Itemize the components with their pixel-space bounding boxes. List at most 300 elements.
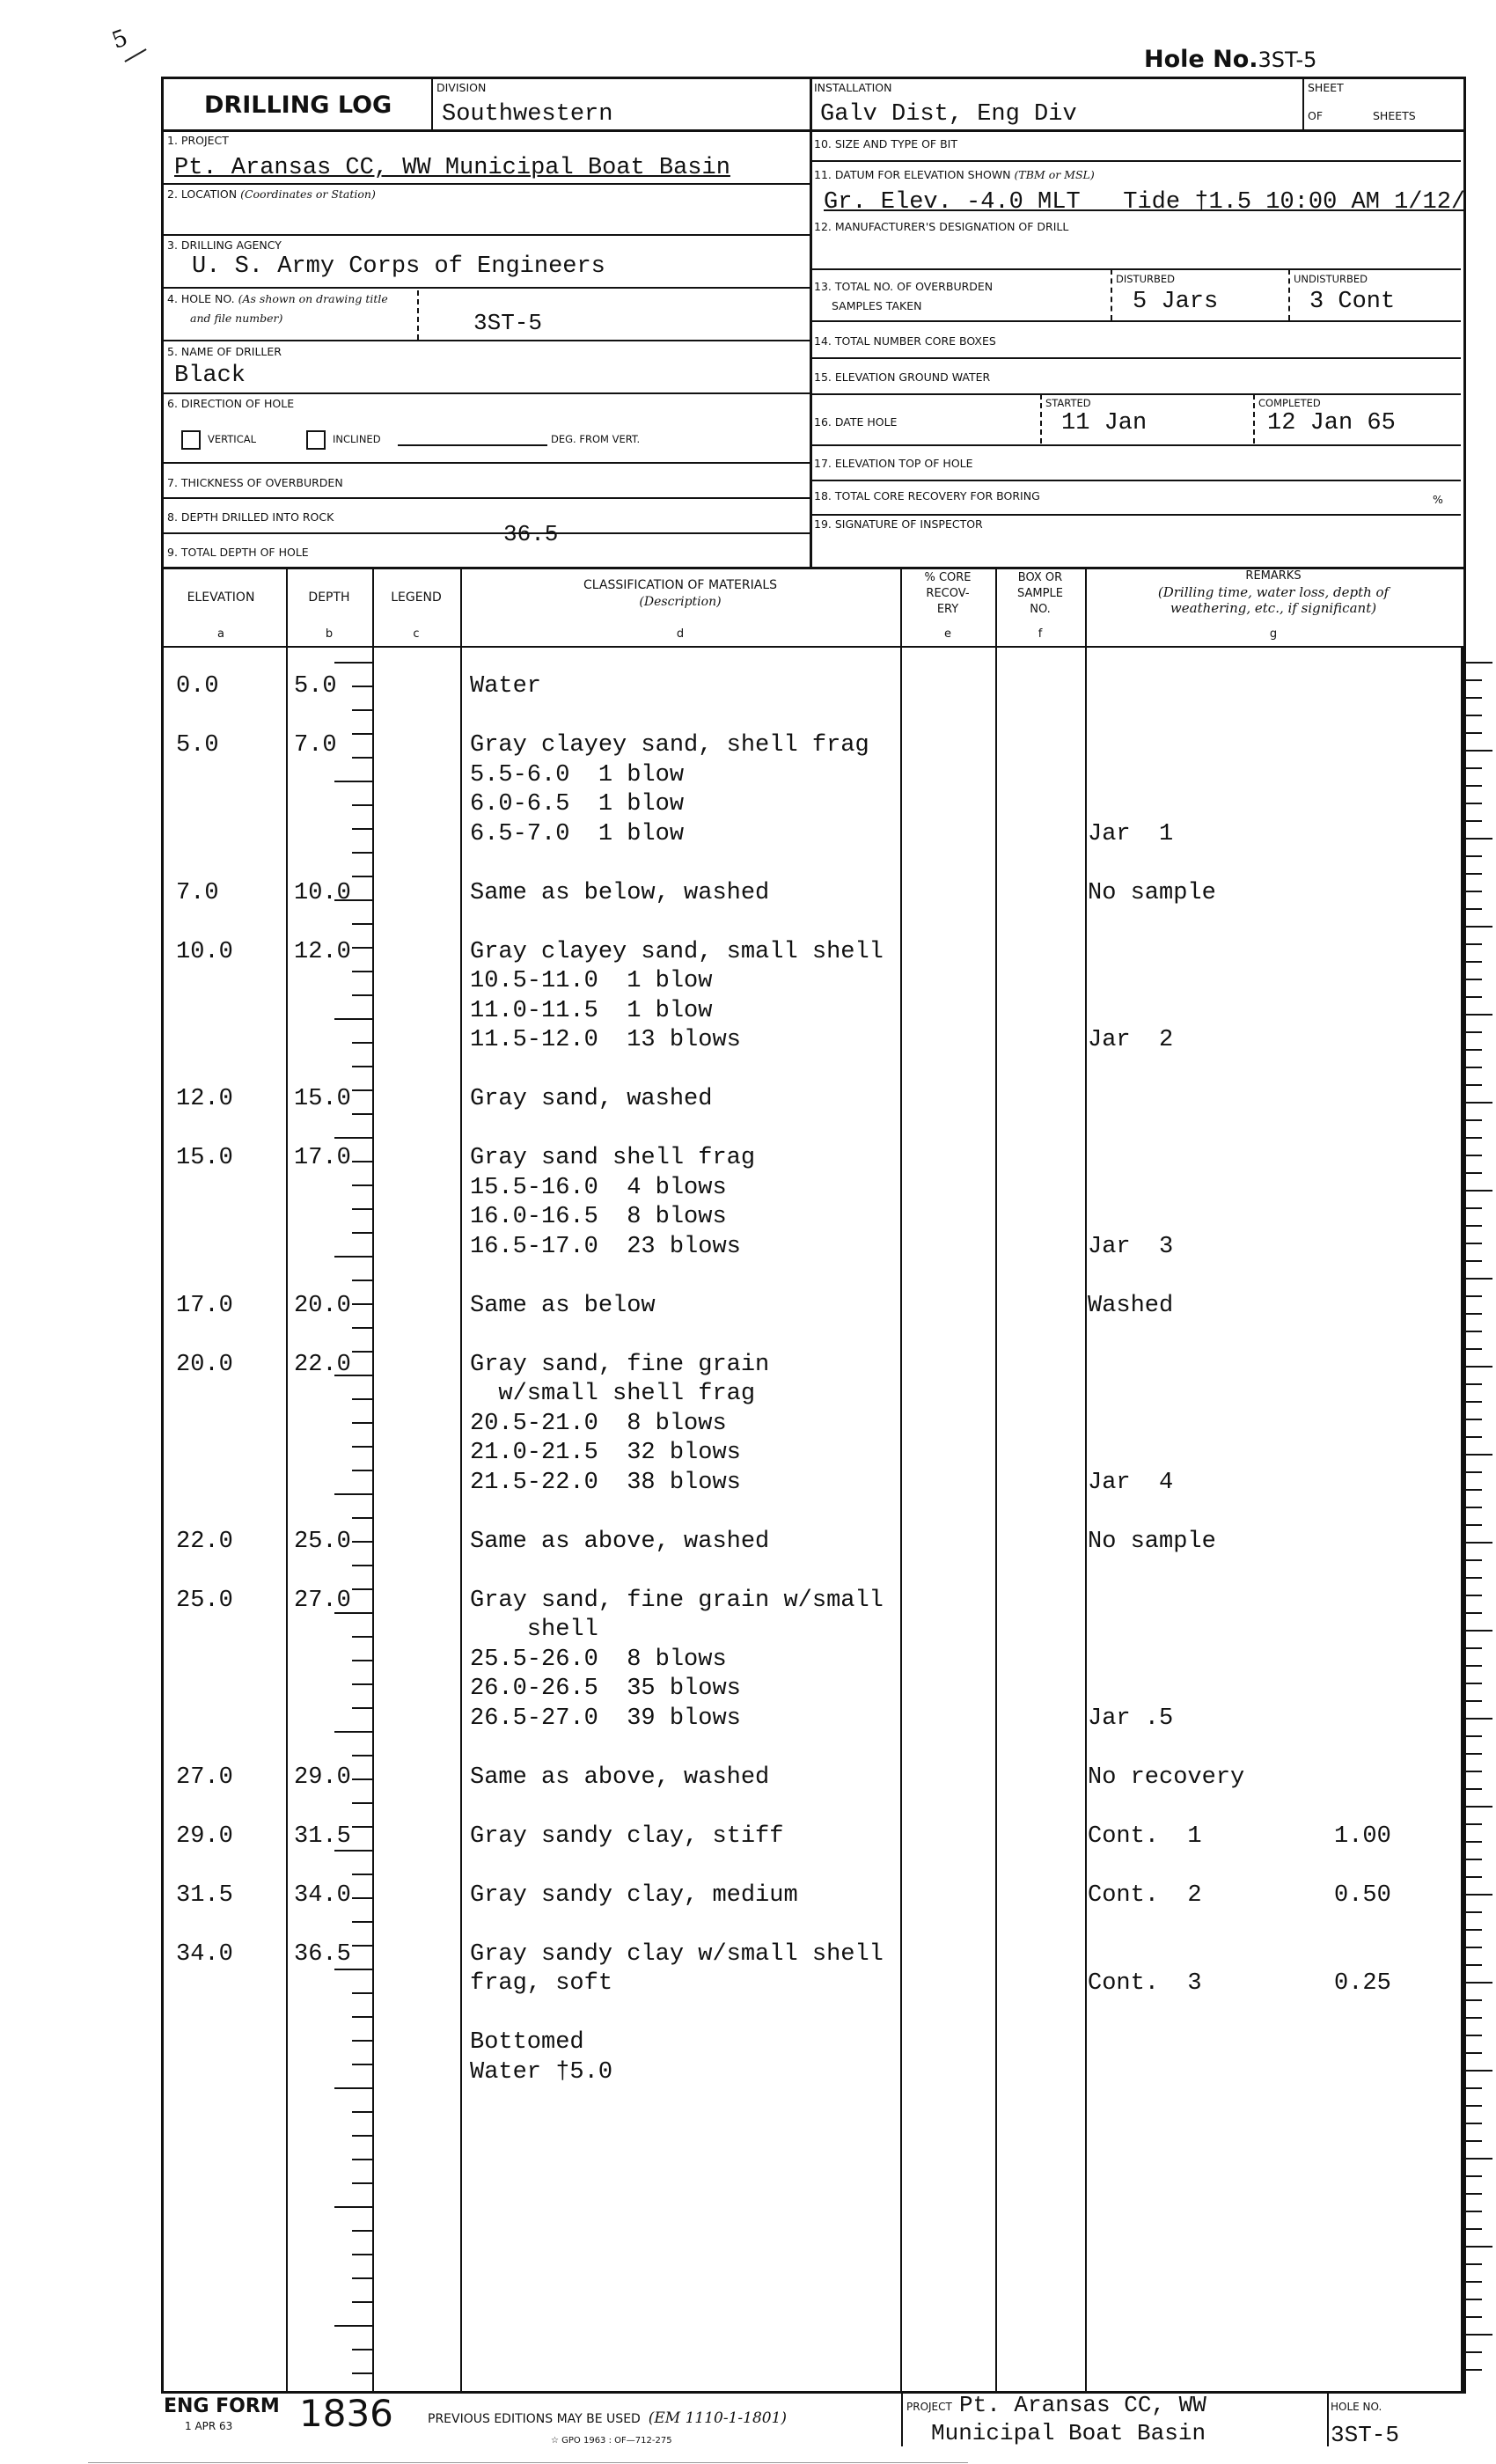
right-ruler-tick [1463, 2140, 1482, 2142]
right-ruler-tick [1463, 1295, 1482, 1297]
location-label-text: 2. LOCATION [167, 187, 238, 201]
remark-entry: No sample [1088, 1528, 1216, 1555]
elevation-value: 25.0 [176, 1587, 233, 1614]
completed-label: COMPLETED [1258, 397, 1321, 409]
right-ruler-tick [1463, 1049, 1482, 1051]
description-line: Water †5.0 [470, 2058, 613, 2086]
depth-scale-tick [352, 947, 372, 949]
divider [161, 234, 810, 236]
depth-scale-tick [352, 1517, 372, 1519]
box-sample-line3: NO. [1030, 603, 1051, 616]
inclined-checkbox[interactable] [306, 430, 326, 450]
right-ruler-tick [1463, 1911, 1482, 1913]
depth-scale-tick [334, 1256, 372, 1258]
started-label: STARTED [1045, 397, 1091, 409]
right-ruler-tick [1463, 926, 1492, 928]
divider [161, 129, 1463, 132]
of-label: OF [1308, 109, 1324, 122]
divider [900, 568, 902, 2391]
inspector-signature-label: 19. SIGNATURE OF INSPECTOR [814, 517, 983, 531]
remark-value: 0.25 [1334, 1970, 1391, 1997]
right-ruler-tick [1463, 1612, 1482, 1614]
right-ruler-tick [1463, 2351, 1482, 2353]
right-ruler-tick [1463, 2087, 1482, 2089]
description-line: Gray clayey sand, small shell [470, 938, 884, 965]
footer-hole-label: HOLE NO. [1331, 2401, 1382, 2413]
depth-scale-tick [352, 2182, 372, 2184]
eng-form-number: 1836 [299, 2392, 393, 2435]
inclined-degrees-line[interactable] [398, 444, 547, 446]
divider [1111, 269, 1112, 320]
right-ruler-tick [1463, 943, 1482, 945]
depth-scale-tick [334, 1137, 372, 1139]
description-line: 26.0-26.5 35 blows [470, 1676, 741, 1702]
depth-scale-tick [352, 1470, 372, 1471]
depth-scale-tick [352, 2159, 372, 2160]
depth-scale-tick [352, 1683, 372, 1685]
remark-entry: Jar 3 [1088, 1233, 1174, 1260]
description-line: Gray sandy clay, medium [470, 1881, 798, 1909]
right-ruler-tick [1463, 1243, 1482, 1244]
divider [431, 77, 433, 130]
depth-scale-tick [352, 1184, 372, 1186]
divider [901, 2392, 903, 2446]
depth-scale-tick [352, 1351, 372, 1353]
right-ruler-tick [1463, 908, 1482, 910]
column-header-elevation: ELEVATION [187, 590, 255, 605]
depth-scale-tick [352, 1992, 372, 1994]
divider [810, 77, 812, 567]
right-ruler-tick [1463, 1436, 1482, 1438]
right-ruler-tick [1463, 2316, 1482, 2318]
total-depth-value: 36.5 [503, 521, 559, 547]
right-ruler-tick [1463, 1471, 1482, 1473]
description-line: Gray clayey sand, shell frag [470, 732, 869, 759]
right-ruler-tick [1463, 1172, 1482, 1174]
right-ruler-tick [1463, 1841, 1482, 1843]
right-ruler-tick [1463, 1630, 1492, 1632]
depth-scale-tick [352, 1066, 372, 1067]
ground-water-label: 15. ELEVATION GROUND WATER [814, 370, 991, 384]
description-line: Same as below, washed [470, 879, 770, 906]
depth-value: 12.0 [294, 938, 351, 965]
remarks-hint2: weathering, etc., if significant) [1170, 600, 1377, 616]
right-ruler-tick [1463, 679, 1482, 681]
depth-scale-tick [352, 1802, 372, 1804]
description-line: Gray sand, washed [470, 1086, 713, 1112]
elevation-value: 27.0 [176, 1764, 233, 1791]
depth-scale-tick [352, 1161, 372, 1162]
depth-scale-tick [352, 1422, 372, 1424]
right-ruler-tick [1463, 750, 1492, 752]
location-label-hint: (Coordinates or Station) [240, 187, 376, 201]
divider [1302, 77, 1304, 130]
depth-scale-tick [352, 2016, 372, 2018]
page-bottom-rule [88, 2462, 968, 2463]
previous-editions-note [428, 2409, 787, 2427]
installation-value: Galv Dist, Eng Div [820, 101, 1077, 128]
divider [161, 183, 810, 185]
depth-scale-tick [334, 2087, 372, 2089]
classification-hint: (Description) [639, 595, 722, 609]
right-ruler-tick [1463, 2246, 1492, 2248]
driller-label: 5. NAME OF DRILLER [167, 345, 282, 358]
divider [161, 340, 810, 341]
right-ruler-tick [1463, 1859, 1482, 1860]
divider [810, 444, 1461, 446]
divider [161, 646, 1463, 648]
samples-label-2: SAMPLES TAKEN [832, 299, 922, 312]
divider [161, 532, 810, 534]
column-header-legend: LEGEND [391, 590, 442, 605]
inclined-label: INCLINED [333, 433, 381, 445]
footer-project-line1: Pt. Aransas CC, WW [959, 2392, 1206, 2418]
right-ruler-tick [1463, 1401, 1482, 1403]
right-ruler-tick [1463, 1119, 1482, 1121]
right-ruler-tick [1463, 1454, 1492, 1456]
right-ruler-tick [1463, 1278, 1492, 1280]
datum-label [814, 168, 1095, 181]
depth-scale-tick [352, 994, 372, 996]
divider [161, 462, 810, 464]
elevation-value: 31.5 [176, 1881, 233, 1909]
divider [810, 320, 1461, 322]
elevation-value: 7.0 [176, 879, 219, 906]
depth-scale-tick [352, 2254, 372, 2255]
disturbed-value: 5 Jars [1133, 289, 1219, 315]
right-ruler-tick [1463, 715, 1482, 716]
right-ruler-tick [1463, 785, 1482, 787]
datum-label-text: 11. DATUM FOR ELEVATION SHOWN [814, 168, 1011, 181]
description-line: Same as above, washed [470, 1764, 770, 1791]
completed-value: 12 Jan 65 [1267, 410, 1396, 436]
column-letter-e: e [944, 627, 951, 641]
footer-project-line2: Municipal Boat Basin [931, 2420, 1206, 2446]
description-line: 6.5-7.0 1 blow [470, 820, 685, 847]
right-ruler-tick [1463, 697, 1482, 699]
remark-entry: Cont. 2 [1088, 1881, 1202, 1909]
right-ruler-tick [1463, 1014, 1492, 1016]
depth-scale-tick [352, 1897, 372, 1899]
divider [460, 568, 462, 2391]
right-ruler-tick [1463, 961, 1482, 963]
depth-value: 34.0 [294, 1881, 351, 1909]
divider [810, 160, 1461, 162]
right-ruler-tick [1463, 855, 1482, 857]
right-ruler-tick [1463, 1718, 1492, 1720]
description-line: Same as below [470, 1292, 656, 1319]
depth-scale-tick [352, 757, 372, 759]
core-recovery-label: 18. TOTAL CORE RECOVERY FOR BORING [814, 489, 1040, 502]
bit-size-label: 10. SIZE AND TYPE OF BIT [814, 137, 957, 150]
right-ruler-tick [1463, 2175, 1482, 2177]
depth-scale-tick [352, 1113, 372, 1115]
vertical-checkbox[interactable] [181, 430, 201, 450]
description-line: Water [470, 673, 542, 700]
footer-project-label: PROJECT [906, 2401, 952, 2413]
right-ruler-tick [1463, 732, 1482, 734]
right-ruler-tick [1463, 2158, 1492, 2160]
remarks-title: REMARKS [1245, 569, 1302, 583]
depth-scale-tick [352, 1636, 372, 1638]
right-ruler-tick [1463, 1735, 1482, 1737]
depth-value: 20.0 [294, 1292, 351, 1319]
right-ruler-tick [1463, 1876, 1482, 1878]
undisturbed-value: 3 Cont [1309, 289, 1396, 315]
started-value: 11 Jan [1061, 410, 1148, 436]
description-line: Gray sandy clay, stiff [470, 1822, 784, 1850]
right-ruler-tick [1463, 1067, 1482, 1068]
remark-entry: No sample [1088, 879, 1216, 906]
right-ruler-tick [1463, 1260, 1482, 1262]
right-ruler-tick [1463, 2334, 1492, 2336]
right-ruler-tick [1463, 979, 1482, 980]
undisturbed-label: UNDISTURBED [1294, 273, 1368, 285]
description-line: 5.5-6.0 1 blow [470, 761, 685, 788]
box-sample-line1: BOX OR [1017, 571, 1063, 584]
description-line: 21.5-22.0 38 blows [470, 1469, 741, 1496]
elevation-value: 22.0 [176, 1528, 233, 1555]
depth-scale-tick [352, 2111, 372, 2113]
right-ruler-tick [1463, 2299, 1482, 2300]
depth-scale-tick [352, 1208, 372, 1210]
core-recovery-line1: % CORE [924, 571, 972, 584]
disturbed-label: DISTURBED [1116, 273, 1175, 285]
remark-value: 0.50 [1334, 1881, 1391, 1909]
right-ruler-tick [1463, 1489, 1482, 1491]
core-recovery-line3: ERY [936, 603, 959, 616]
column-header-classification [461, 577, 899, 611]
previous-editions-text: PREVIOUS EDITIONS MAY BE USED [428, 2412, 641, 2426]
depth-scale-tick [352, 1588, 372, 1590]
depth-scale-tick [352, 2230, 372, 2232]
remark-entry: No recovery [1088, 1764, 1245, 1791]
elevation-value: 17.0 [176, 1292, 233, 1319]
datum-label-hint: (TBM or MSL) [1014, 168, 1095, 181]
description-line: 20.5-21.0 8 blows [470, 1410, 727, 1437]
right-ruler-tick [1463, 803, 1482, 804]
depth-scale-tick [352, 804, 372, 806]
datum-value: Gr. Elev. -4.0 MLT Tide †1.5 10:00 AM 1/12/ [824, 189, 1466, 216]
depth-scale-tick [352, 709, 372, 711]
divider [1253, 394, 1255, 444]
margin-handwritten-mark: 5 [108, 25, 132, 55]
right-ruler-tick [1463, 1031, 1482, 1033]
manufacturer-label: 12. MANUFACTURER'S DESIGNATION OF DRILL [814, 220, 1069, 233]
description-line: 16.5-17.0 23 blows [470, 1233, 741, 1260]
right-ruler-tick [1463, 1207, 1482, 1209]
right-ruler-tick [1463, 2035, 1482, 2036]
right-ruler-tick [1463, 1524, 1482, 1526]
box-sample-line2: SAMPLE [1017, 587, 1063, 600]
hole-no-label-hint: (As shown on drawing title [238, 292, 388, 305]
depth-scale-tick [334, 781, 372, 782]
divider [1040, 394, 1042, 444]
right-ruler-tick [1463, 1999, 1482, 2001]
sheet-label: SHEET [1308, 81, 1344, 94]
hole-number-header [1144, 46, 1316, 73]
right-ruler-tick [1463, 1929, 1482, 1931]
depth-scale-tick [352, 686, 372, 687]
right-ruler-tick [1463, 1102, 1492, 1104]
divider [417, 290, 419, 340]
right-ruler-tick [1463, 820, 1482, 822]
right-ruler-tick [1463, 2369, 1482, 2371]
divider [995, 568, 997, 2391]
divider [810, 393, 1461, 395]
depth-value: 29.0 [294, 1764, 351, 1791]
remark-entry: Jar 4 [1088, 1469, 1174, 1496]
column-header-box-sample [996, 570, 1084, 618]
footer-hole-value: 3ST-5 [1331, 2422, 1400, 2448]
right-ruler-tick [1463, 1753, 1482, 1755]
elevation-value: 10.0 [176, 938, 233, 965]
right-ruler-tick [1463, 1894, 1492, 1896]
remark-entry: Jar .5 [1088, 1705, 1174, 1732]
divider [1327, 2392, 1329, 2446]
divider [372, 568, 374, 2391]
depth-scale-tick [334, 1731, 372, 1733]
depth-scale-tick [352, 2064, 372, 2065]
divider [810, 268, 1461, 270]
hole-number-value: 3ST-5 [1258, 48, 1317, 72]
depth-scale-tick [334, 1969, 372, 1970]
description-line: 11.0-11.5 1 blow [470, 997, 713, 1024]
elevation-value: 20.0 [176, 1351, 233, 1378]
depth-scale-tick [352, 1945, 372, 1947]
right-ruler-tick [1463, 1947, 1482, 1948]
elevation-value: 34.0 [176, 1940, 233, 1968]
description-line: frag, soft [470, 1970, 613, 1997]
column-letter-c: c [413, 627, 420, 641]
depth-scale-tick [352, 2301, 372, 2303]
depth-scale-tick [352, 2372, 372, 2374]
depth-scale-tick [352, 1303, 372, 1305]
drilling-agency-value: U. S. Army Corps of Engineers [192, 253, 605, 280]
depth-scale-tick [352, 1755, 372, 1756]
right-ruler-tick [1463, 1507, 1482, 1508]
hole-no-label [167, 292, 388, 305]
right-ruler-tick [1463, 767, 1482, 769]
column-header-core-recovery [901, 570, 994, 618]
right-ruler-tick [1463, 2123, 1482, 2124]
right-ruler-tick [1463, 1665, 1482, 1667]
depth-value: 17.0 [294, 1145, 351, 1171]
depth-scale-tick [352, 1778, 372, 1780]
project-value: Pt. Aransas CC, WW Municipal Boat Basin [174, 155, 730, 181]
column-header-remarks [1086, 568, 1461, 616]
remark-entry: Cont. 3 [1088, 1970, 1202, 1997]
column-letter-b: b [325, 627, 334, 641]
right-ruler-tick [1463, 1419, 1482, 1420]
right-ruler-tick [1463, 1190, 1492, 1192]
description-line: 10.5-11.0 1 blow [470, 968, 713, 994]
right-ruler-tick [1463, 1137, 1482, 1139]
description-line: Bottomed [470, 2029, 584, 2056]
right-ruler-tick [1463, 1313, 1482, 1315]
depth-scale-tick [352, 2349, 372, 2350]
depth-scale-tick [334, 662, 372, 664]
hole-no-label-text: 4. HOLE NO. [167, 292, 235, 305]
depth-scale-tick [334, 1018, 372, 1020]
hole-number-label: Hole No. [1144, 46, 1258, 73]
depth-scale-tick [352, 1089, 372, 1091]
form-title: DRILLING LOG [204, 92, 392, 119]
right-ruler-tick [1463, 2105, 1482, 2107]
depth-scale-tick [352, 2277, 372, 2279]
remarks-hint1: (Drilling time, water loss, depth of [1157, 584, 1390, 600]
hole-no-label-hint2: and file number) [190, 312, 283, 325]
right-ruler-tick [1463, 1771, 1482, 1772]
elevation-value: 5.0 [176, 732, 219, 759]
divider [161, 497, 810, 499]
right-ruler-tick [1463, 1348, 1482, 1350]
project-label: 1. PROJECT [167, 134, 229, 147]
description-line: 6.0-6.5 1 blow [470, 791, 685, 818]
depth-scale-tick [352, 1232, 372, 1234]
right-ruler-tick [1463, 1577, 1482, 1579]
samples-label-1: 13. TOTAL NO. OF OVERBURDEN [814, 280, 994, 293]
right-ruler-tick [1463, 1383, 1482, 1385]
depth-value: 22.0 [294, 1351, 351, 1378]
description-line: 26.5-27.0 39 blows [470, 1705, 741, 1732]
depth-value: 31.5 [294, 1822, 351, 1850]
divider [1085, 568, 1087, 2391]
gpo-note: ☆ GPO 1963 : OF—712-275 [551, 2436, 672, 2446]
column-letter-a: a [217, 627, 224, 641]
core-recovery-line2: RECOV- [926, 587, 970, 600]
depth-value: 15.0 [294, 1086, 351, 1112]
divider [161, 392, 810, 394]
depth-into-rock-label: 8. DEPTH DRILLED INTO ROCK [167, 510, 334, 524]
elevation-value: 29.0 [176, 1822, 233, 1850]
depth-scale-tick [352, 852, 372, 854]
right-ruler-tick [1463, 1595, 1482, 1596]
driller-value: Black [174, 363, 246, 389]
division-value: Southwestern [442, 101, 613, 128]
description-line: Gray sand, fine grain [470, 1351, 770, 1378]
sheets-label: SHEETS [1373, 109, 1416, 122]
overburden-thickness-label: 7. THICKNESS OF OVERBURDEN [167, 476, 343, 489]
right-ruler-tick [1463, 2263, 1482, 2265]
remark-value: 1.00 [1334, 1822, 1391, 1850]
depth-scale-tick [352, 971, 372, 972]
right-ruler-tick [1463, 1559, 1482, 1561]
right-ruler-tick [1463, 2193, 1482, 2195]
right-ruler-tick [1463, 1542, 1492, 1544]
drilling-agency-label: 3. DRILLING AGENCY [167, 238, 282, 252]
right-ruler-tick [1463, 1366, 1492, 1368]
depth-scale-tick [352, 1707, 372, 1709]
description-line: Gray sand shell frag [470, 1145, 756, 1171]
description-line: w/small shell frag [470, 1381, 756, 1407]
right-ruler-tick [1463, 2017, 1482, 2019]
depth-scale-tick [352, 2135, 372, 2137]
remark-entry: Jar 1 [1088, 820, 1174, 847]
right-ruler-tick [1463, 1788, 1482, 1790]
depth-value: 36.5 [294, 1940, 351, 1968]
installation-label: INSTALLATION [814, 81, 892, 94]
depth-scale-tick [352, 733, 372, 735]
divider [810, 514, 1461, 516]
depth-scale-tick [352, 923, 372, 925]
description-line: 11.5-12.0 13 blows [470, 1027, 741, 1053]
depth-scale-tick [352, 1541, 372, 1543]
divider [286, 568, 288, 2391]
depth-value: 5.0 [294, 673, 337, 700]
depth-scale-tick [352, 2040, 372, 2042]
eng-form-date: 1 APR 63 [185, 2420, 233, 2432]
